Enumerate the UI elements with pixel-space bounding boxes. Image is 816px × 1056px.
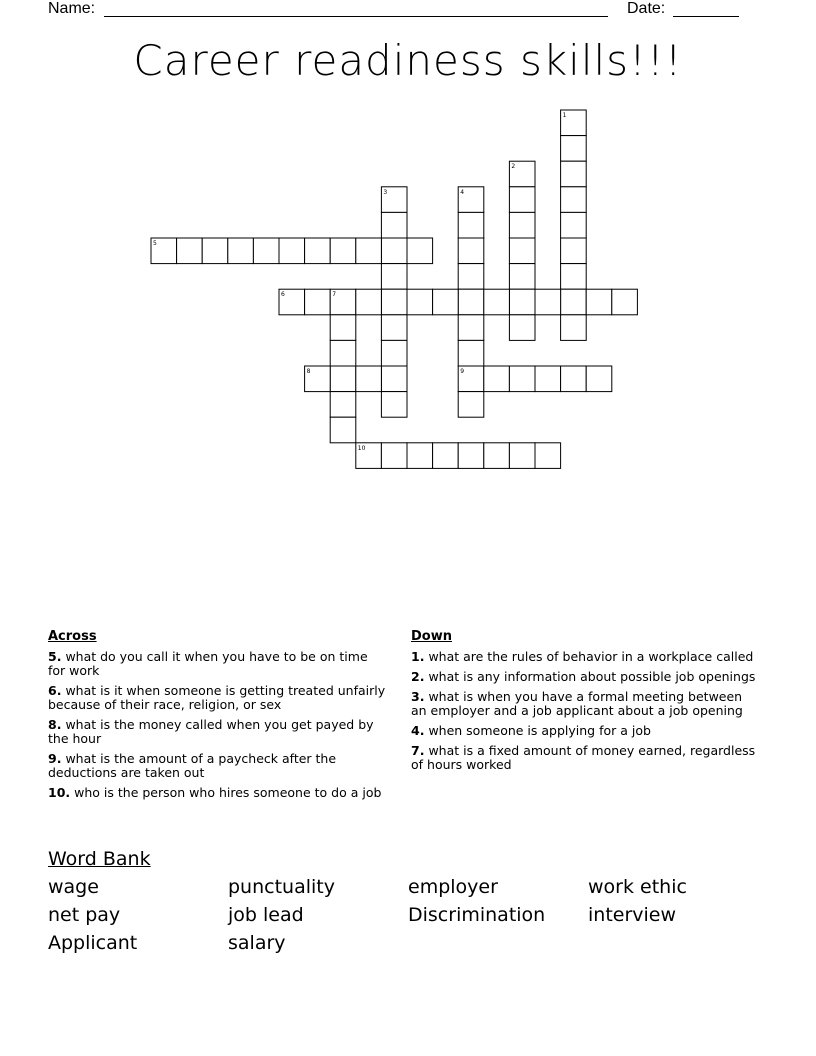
grid-cell[interactable] — [509, 264, 535, 290]
word-bank-item: Applicant — [48, 932, 138, 954]
clue-text: who is the person who hires someone to do a job — [74, 785, 382, 800]
cell-number: 10 — [357, 444, 366, 452]
cell-number: 9 — [460, 368, 465, 375]
grid-cell[interactable] — [509, 212, 535, 238]
grid-cell[interactable] — [356, 238, 382, 264]
across-clues — [48, 630, 388, 806]
word-bank-item: job lead — [228, 904, 304, 926]
grid-cell[interactable] — [381, 315, 407, 341]
grid-cell[interactable] — [407, 443, 433, 469]
clue-text: what is the amount of a paycheck after the deductions are taken out — [48, 751, 337, 780]
grid-cell[interactable] — [330, 366, 356, 392]
grid-cell[interactable] — [509, 187, 535, 213]
grid-cell[interactable] — [381, 289, 407, 315]
grid-cell[interactable] — [561, 289, 587, 315]
grid-cell[interactable] — [330, 315, 356, 341]
cell-number: 5 — [153, 240, 157, 247]
grid-cell[interactable] — [407, 289, 433, 315]
grid-cell[interactable] — [253, 238, 279, 264]
clue-across-9 — [48, 752, 388, 780]
clue-text: what do you call it when you have to be on time for work — [48, 649, 368, 678]
clue-number: 5. — [48, 649, 62, 664]
clue-down-7 — [411, 744, 756, 772]
cell-number: 1 — [562, 112, 567, 119]
grid-cell[interactable] — [177, 238, 203, 264]
name-label: Name: — [48, 0, 96, 17]
clue-down-3 — [411, 690, 756, 718]
grid-cell[interactable] — [586, 366, 612, 392]
clue-down-4 — [411, 724, 756, 738]
across-heading: Across — [48, 629, 97, 644]
cell-number: 8 — [306, 368, 311, 375]
grid-cell[interactable] — [381, 392, 407, 418]
grid-cell[interactable] — [484, 443, 510, 469]
cell-number: 7 — [332, 291, 337, 299]
grid-cell[interactable] — [330, 340, 356, 366]
grid-cell[interactable] — [535, 366, 561, 392]
grid-cell[interactable] — [381, 443, 407, 469]
grid-cell[interactable] — [330, 238, 356, 264]
clue-number: 4. — [411, 723, 425, 738]
grid-cell[interactable] — [330, 392, 356, 418]
grid-cell[interactable] — [509, 289, 535, 315]
grid-cell[interactable] — [509, 443, 535, 469]
grid-cell[interactable] — [458, 212, 484, 238]
grid-cell[interactable] — [407, 238, 433, 264]
clue-number: 2. — [411, 669, 425, 684]
cell-number: 2 — [511, 163, 516, 171]
grid-cell[interactable] — [305, 238, 331, 264]
word-bank-item: salary — [228, 932, 286, 954]
word-bank-item: work ethic — [588, 876, 687, 898]
grid-cell[interactable] — [535, 443, 561, 469]
cell-number: 6 — [281, 291, 285, 299]
grid-cell[interactable] — [561, 366, 587, 392]
clue-number: 3. — [411, 689, 425, 704]
grid-cell[interactable] — [381, 238, 407, 264]
page-title: Career readiness skills!!! — [133, 36, 683, 85]
word-bank-title: Word Bank — [48, 848, 151, 870]
clue-number: 1. — [411, 649, 425, 664]
grid-cell[interactable] — [561, 238, 587, 264]
clue-across-5 — [48, 650, 388, 678]
grid-cell[interactable] — [458, 264, 484, 290]
grid-cell[interactable] — [433, 443, 459, 469]
clue-text: what is a fixed amount of money earned, regardless of hours worked — [411, 743, 756, 772]
clue-number: 9. — [48, 751, 62, 766]
grid-cell[interactable] — [228, 238, 254, 264]
grid-cell[interactable] — [381, 264, 407, 290]
cell-number: 4 — [460, 188, 465, 196]
clue-text: when someone is applying for a job — [428, 723, 651, 738]
word-bank-item: employer — [408, 876, 498, 898]
clue-text: what are the rules of behavior in a workplace called — [428, 649, 754, 664]
date-label: Date: — [627, 0, 666, 17]
word-bank-item: interview — [588, 904, 677, 926]
grid-cell[interactable] — [509, 315, 535, 341]
grid-cell[interactable] — [202, 238, 228, 264]
grid-cell[interactable] — [509, 366, 535, 392]
grid-cell[interactable] — [561, 161, 587, 187]
word-bank-item: Discrimination — [408, 904, 546, 926]
grid-cell[interactable] — [484, 289, 510, 315]
clue-down-2 — [411, 670, 756, 684]
grid-cell[interactable] — [561, 212, 587, 238]
grid-cell[interactable] — [458, 392, 484, 418]
clue-across-6 — [48, 684, 388, 712]
grid-cell[interactable] — [381, 366, 407, 392]
grid-cell[interactable] — [458, 289, 484, 315]
grid-cell[interactable] — [535, 289, 561, 315]
grid-cell[interactable] — [381, 212, 407, 238]
clue-number: 10. — [48, 785, 71, 800]
word-bank-item: net pay — [48, 904, 121, 926]
word-bank-item: wage — [48, 876, 99, 898]
clue-down-1 — [411, 650, 756, 664]
clue-number: 8. — [48, 717, 62, 732]
grid-cell[interactable] — [330, 417, 356, 443]
word-bank-item: punctuality — [228, 876, 335, 898]
grid-cell[interactable] — [509, 238, 535, 264]
clue-text: what is when you have a formal meeting between an employer and a job applicant about a job opening — [411, 689, 743, 718]
down-clues — [411, 630, 756, 778]
grid-cell[interactable] — [561, 187, 587, 213]
grid-cell[interactable] — [279, 238, 305, 264]
grid-cell[interactable] — [458, 238, 484, 264]
grid-cell[interactable] — [586, 289, 612, 315]
grid-cell[interactable] — [484, 366, 510, 392]
grid-cell[interactable] — [612, 289, 638, 315]
grid-cell[interactable] — [458, 443, 484, 469]
down-heading: Down — [411, 629, 452, 644]
grid-cell[interactable] — [561, 264, 587, 290]
clue-text: what is the money called when you get payed by the hour — [48, 717, 374, 746]
grid-cell[interactable] — [305, 289, 331, 315]
grid-cell[interactable] — [561, 136, 587, 162]
clue-text: what is any information about possible job openings — [428, 669, 756, 684]
grid-cell[interactable] — [356, 289, 382, 315]
clue-number: 6. — [48, 683, 62, 698]
clue-across-10 — [48, 786, 388, 800]
grid-cell[interactable] — [458, 340, 484, 366]
clue-text: what is it when someone is getting treated unfairly because of their race, religion, or sex — [48, 683, 386, 712]
grid-cell[interactable] — [356, 366, 382, 392]
grid-cell[interactable] — [458, 315, 484, 341]
grid-cell[interactable] — [433, 289, 459, 315]
cell-number: 3 — [383, 188, 388, 196]
grid-cell[interactable] — [381, 340, 407, 366]
clue-across-8 — [48, 718, 388, 746]
grid-cell[interactable] — [561, 315, 587, 341]
clue-number: 7. — [411, 743, 425, 758]
